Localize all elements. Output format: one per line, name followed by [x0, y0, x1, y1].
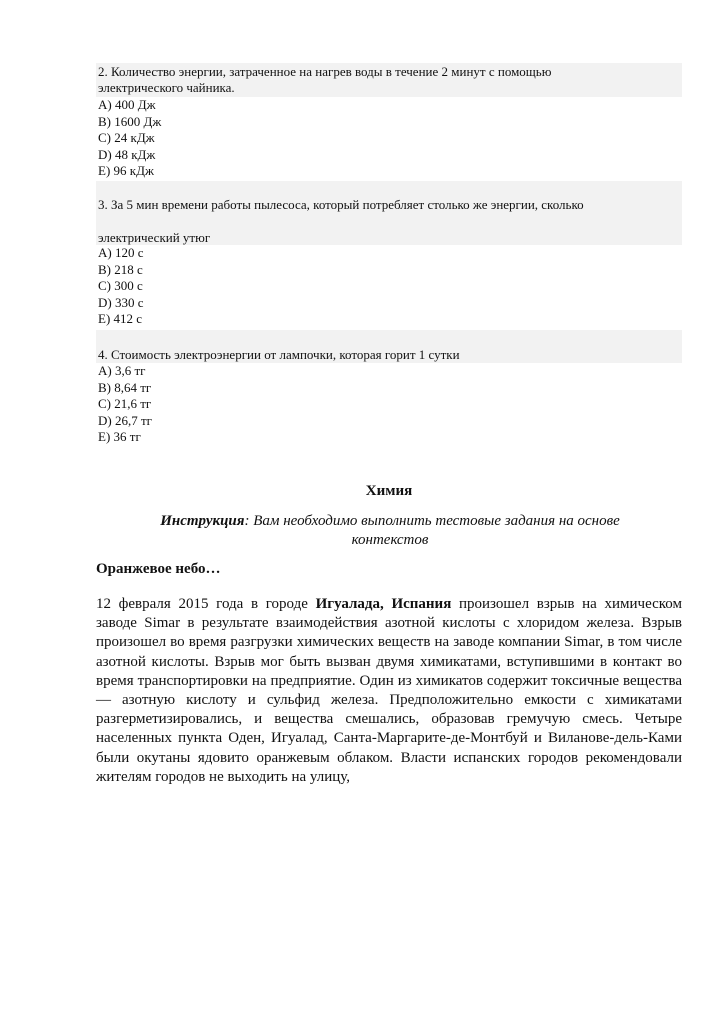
option-d: D) 26,7 тг — [98, 412, 152, 428]
context-paragraph — [96, 595, 682, 787]
instruction-text: : Вам необходимо выполнить тестовые задания на основе контекстов — [244, 513, 620, 548]
option-a: A) 120 с — [98, 245, 144, 260]
option-e: E) 36 тг — [98, 429, 141, 445]
paragraph-rest: произошел взрыв на химическом заводе Simar в результате взаимодействия азотной кислоты с хлоридом железа. Взрыв произошел во время разгрузки химических веществ на заводе компании Simar, в том числе азотной кислоты. Взрыв мог быть вызван двумя химикатами, вступившими в контакт во время транспортировки на предприятие. Один из химикатов содержит токсичные вещества — азотную кислоту и сульфид железа. Предположительно емкости с химикатами разгерметизировались, и вещества смешались, образовав гремучую смесь. Четыре населенных пункта Оден, Игуалад, Санта-Маргарите-де-Монтбуй и Виланове-дель-Ками были окутаны ядовито оранжевым облаком. Власти испанских городов рекомендовали жителям городов не выходить на улицу, — [96, 596, 682, 785]
question-4 — [96, 330, 682, 446]
question-3 — [96, 181, 682, 328]
instruction — [120, 512, 660, 550]
option-e: E) 96 кДж — [98, 163, 154, 179]
question-4-line-1: 4. Стоимость электроэнергии от лампочки, которая горит 1 сутки — [98, 347, 460, 362]
context-title: Оранжевое небо… — [96, 561, 221, 577]
option-c: C) 21,6 тг — [98, 396, 152, 412]
paragraph-place: Игуалада, Испания — [315, 596, 452, 612]
option-d: D) 48 кДж — [98, 146, 156, 162]
option-b: B) 8,64 тг — [98, 379, 152, 395]
question-2-line-2: электрического чайника. — [98, 80, 235, 95]
option-a: A) 3,6 тг — [98, 363, 146, 378]
paragraph-start: 12 февраля 2015 года в городе — [96, 596, 316, 612]
option-b: B) 1600 Дж — [98, 113, 162, 129]
option-c: C) 24 кДж — [98, 130, 155, 146]
question-3-text — [96, 181, 682, 245]
option-c: C) 300 с — [98, 278, 143, 294]
option-b: B) 218 с — [98, 261, 143, 277]
option-d: D) 330 с — [98, 294, 144, 310]
section-title: Химия — [365, 483, 413, 499]
option-a: A) 400 Дж — [98, 97, 156, 112]
option-e: E) 412 с — [98, 311, 143, 327]
instruction-label: Инструкция — [160, 513, 245, 529]
question-2 — [96, 63, 682, 180]
question-3-line-1: 3. За 5 мин времени работы пылесоса, который потребляет столько же энергии, сколько — [98, 197, 584, 212]
question-2-text — [96, 63, 682, 97]
question-2-line-1: 2. Количество энергии, затраченное на нагрев воды в течение 2 минут с помощью — [98, 64, 552, 79]
question-4-text — [96, 330, 682, 363]
question-3-line-2: электрический утюг — [98, 230, 211, 245]
